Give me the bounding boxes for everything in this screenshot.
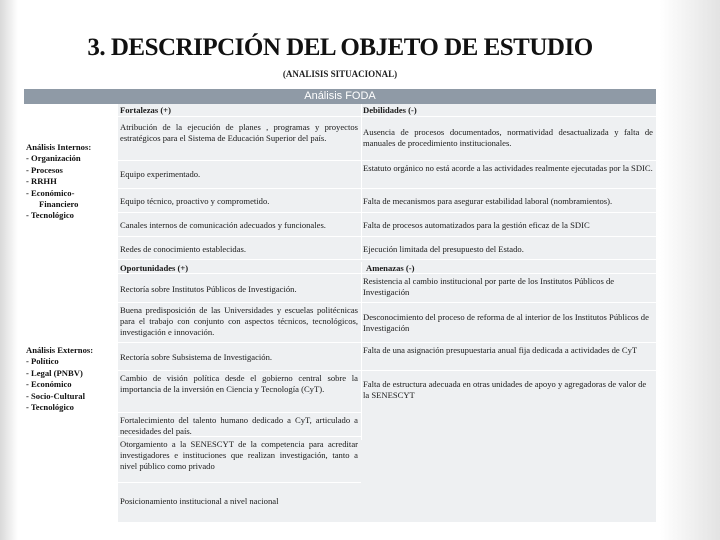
row-divider (118, 342, 656, 343)
list-item: Financiero (39, 199, 79, 210)
row-divider (118, 212, 656, 213)
internal-analysis-heading: Análisis Internos: (26, 142, 92, 152)
oportunidad-item: Fortalecimiento del talento humano dedicado a CyT, articulado a necesidades del país. (120, 415, 358, 437)
slide-title: 3. DESCRIPCIÓN DEL OBJETO DE ESTUDIO (87, 34, 593, 61)
oportunidad-item: Buena predisposición de las Universidades y escuelas politécnicas para el trabajo con conjunto con aspectos técnicos, tecnológicos, investigación e innovación. (120, 305, 358, 338)
list-item: - Procesos (26, 164, 63, 175)
oportunidad-item: Posicionamiento institucional a nivel nacional (120, 496, 279, 506)
oportunidades-header: Oportunidades (+) (120, 263, 189, 273)
internal-analysis-list (26, 142, 118, 222)
fortaleza-item: Atribución de la ejecución de planes , programas y proyectos estratégicos para el Sistema de Educación Superior del país. (120, 122, 358, 144)
row-divider (118, 188, 656, 189)
row-divider (118, 160, 656, 161)
foda-table-header: Análisis FODA (24, 89, 656, 104)
amenaza-item: Falta de estructura adecuada en otras unidades de apoyo y agregadoras de valor de la SENESCYT (363, 379, 647, 401)
amenaza-item: Desconocimiento del proceso de reforma de al interior de los Institutos Públicos de Investigación (363, 312, 649, 334)
debilidad-item: Ausencia de procesos documentados, normatividad desactualizada y falta de manuales de procedimiento institucionales. (363, 127, 653, 149)
list-item: - Socio-Cultural (26, 390, 85, 401)
debilidad-item: Ejecución limitada del presupuesto del Estado. (363, 244, 524, 254)
oportunidad-item: Cambio de visión política desde el gobierno central sobre la importancia de la inversión en Ciencia y Tecnología (CyT). (120, 373, 358, 395)
row-divider (118, 259, 656, 260)
oportunidad-item: Rectoría sobre Subsistema de Investigación. (120, 352, 273, 362)
row-divider (118, 482, 361, 483)
oportunidad-item: Otorgamiento a la SENESCYT de la competencia para acreditar investigadores e instituciones que realizan investigación, tanto a nivel público como privado (120, 439, 358, 472)
debilidad-item: Falta de mecanismos para asegurar estabilidad laboral (nombramientos). (363, 196, 613, 206)
external-analysis-heading: Análisis Externos: (26, 345, 94, 355)
fortaleza-item: Equipo técnico, proactivo y comprometido. (120, 196, 270, 206)
column-divider (361, 262, 362, 440)
amenaza-item: Falta de una asignación presupuestaria anual fija dedicada a actividades de CyT (363, 345, 638, 355)
list-item: - Organización (26, 153, 81, 164)
debilidades-header: Debilidades (-) (363, 105, 417, 115)
oportunidad-item: Rectoría sobre Institutos Públicos de Investigación. (120, 284, 297, 294)
row-divider (118, 302, 656, 303)
fortalezas-header: Fortalezas (+) (120, 105, 171, 115)
list-item: - Tecnológico (26, 402, 74, 413)
list-item: - Económico- (26, 187, 75, 198)
debilidad-item: Falta de procesos automatizados para la gestión eficaz de la SDIC (363, 220, 590, 230)
list-item: - Político (26, 356, 59, 367)
fortaleza-item: Redes de conocimiento establecidas. (120, 244, 246, 254)
slide-subtitle: (ANALISIS SITUACIONAL) (282, 69, 398, 79)
debilidad-item: Estatuto orgánico no está acorde a las actividades realmente ejecutadas por la SDIC. (363, 163, 653, 173)
amenaza-item: Resistencia al cambio institucional por parte de los Institutos Públicos de Investigación (363, 276, 615, 298)
row-divider (118, 412, 361, 413)
amenazas-header: Amenazas (-) (366, 263, 415, 273)
list-item: - Económico (26, 379, 72, 390)
row-divider (118, 370, 656, 371)
right-edge-shade (660, 0, 720, 540)
left-edge-shade (0, 0, 18, 540)
list-item: - Legal (PNBV) (26, 367, 83, 378)
row-divider (118, 236, 656, 237)
fortaleza-item: Equipo experimentado. (120, 169, 201, 179)
external-analysis-list (26, 345, 118, 413)
fortaleza-item: Canales internos de comunicación adecuados y funcionales. (120, 220, 326, 230)
list-item: - RRHH (26, 176, 57, 187)
list-item: - Tecnológico (26, 210, 74, 221)
